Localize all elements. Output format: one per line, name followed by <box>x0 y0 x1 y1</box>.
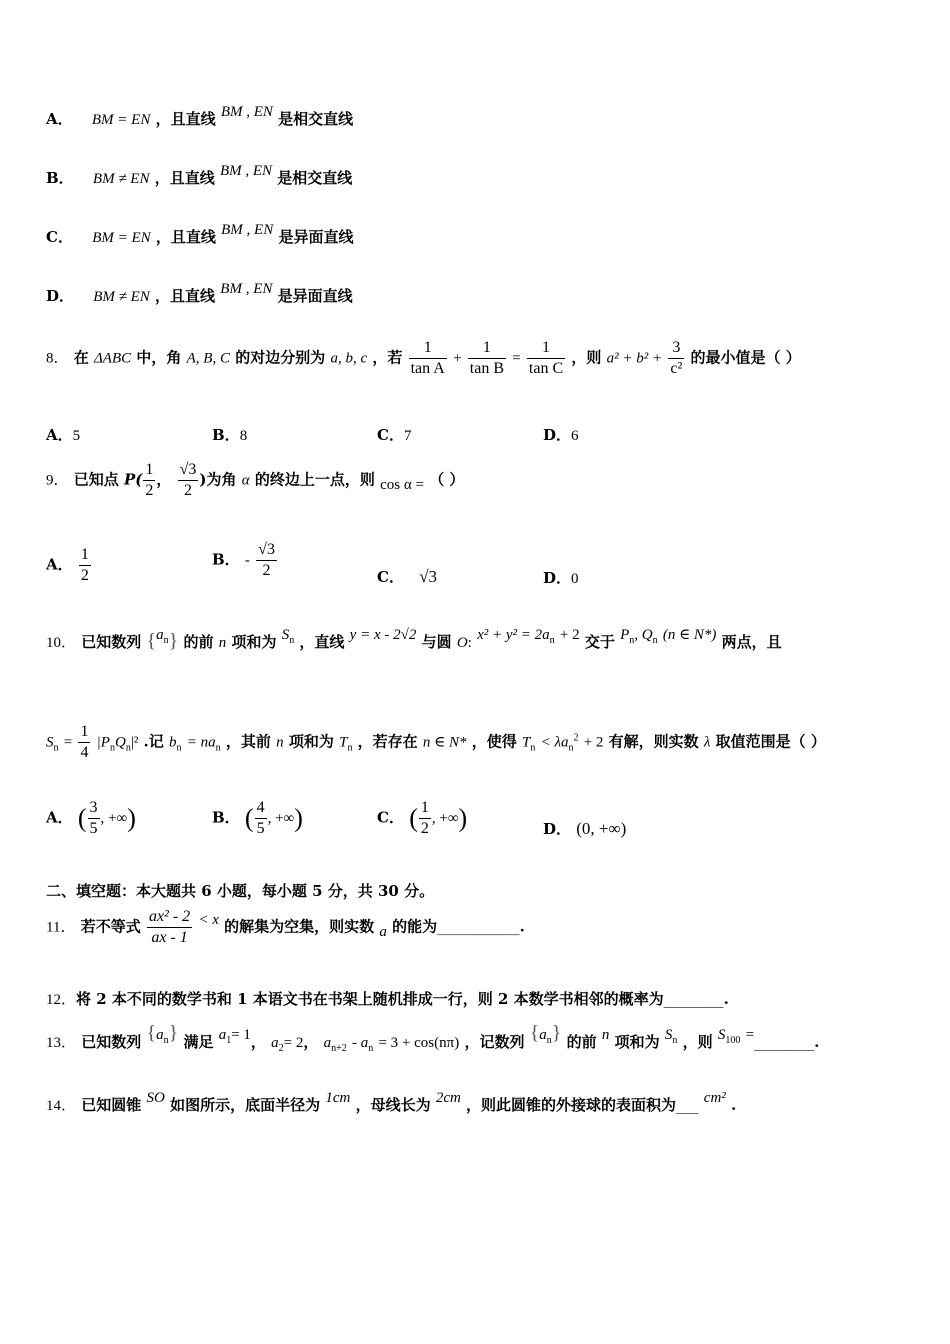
option-fraction <box>255 798 267 839</box>
q13-text: ，记数列 <box>464 1033 525 1051</box>
q8-option-c <box>377 424 411 445</box>
math-triangle: ΔABC <box>94 350 132 367</box>
question-number: 13． <box>46 1035 77 1051</box>
math-cos: cos α = <box>380 476 424 493</box>
q10-option-c <box>377 798 467 839</box>
option-value: 0 <box>571 571 579 587</box>
fraction-3-c2 <box>668 338 684 379</box>
math-sub: n <box>530 742 536 754</box>
option-value: (0, +∞) <box>576 819 627 838</box>
math-sub: 100 <box>725 1035 741 1046</box>
numerator: 1 <box>78 722 90 743</box>
q14-text: ，则此圆锥的外接球的表面积为 <box>466 1096 677 1114</box>
math-sub: n <box>652 635 658 646</box>
question-number: 14． <box>46 1098 77 1114</box>
q10-text: .记 <box>143 732 164 751</box>
math-ineq: < x <box>198 911 219 928</box>
q10-text: 与圆 <box>421 633 452 651</box>
question-14 <box>46 1090 737 1115</box>
question-10: 10． 已知数列 $\{a_n\}$ 的前 n 项和为 $S_n$ ，直线 y = x - 2√2 与圆 O: $x^2 + y^2 = 2a_n + 2$ 交于 $P_n$, $Q_n$ (n ∈ N*) 两点，且 <box>46 627 782 652</box>
paren-close: ) <box>294 803 303 833</box>
math-abs-square: |² <box>130 734 139 751</box>
q10-text: 项和为 <box>288 732 334 751</box>
q11-text: 若不等式 <box>80 917 141 936</box>
denominator: tan A <box>410 360 445 377</box>
q8-text: 的对边分别为 <box>235 348 326 367</box>
q7-option-b <box>46 163 353 188</box>
math-a1: a <box>218 1027 227 1043</box>
q8-option-a <box>46 424 80 445</box>
option-value: 5 <box>72 428 81 444</box>
q10-option-d <box>543 818 626 839</box>
denominator: 5 <box>89 820 98 837</box>
option-letter: C． <box>377 568 404 586</box>
answer-blank[interactable]: ___________ <box>437 917 520 936</box>
q8-option-d <box>543 424 579 445</box>
math-s: S <box>281 627 290 643</box>
math-sub: n <box>125 742 131 754</box>
option-letter: A． <box>46 555 73 574</box>
fraction-y <box>178 460 199 501</box>
q14-text: ，母线长为 <box>355 1096 431 1114</box>
option-letter: D． <box>543 569 572 587</box>
brace-close: } <box>551 1022 562 1044</box>
math-o: O <box>456 635 468 651</box>
paren-open: ( <box>77 803 87 833</box>
math-sub: n <box>289 635 295 646</box>
question-number: 8． <box>46 350 69 367</box>
math-pq: Q <box>114 734 126 751</box>
denominator: tan C <box>528 360 564 377</box>
math-equals: = <box>512 350 521 367</box>
math-b-eq: = na <box>186 734 216 751</box>
math-ineq: + 2 <box>583 734 604 751</box>
math-recurrence: - a <box>351 1035 369 1051</box>
math-alpha: α <box>241 472 250 489</box>
math-a2-value: = 2 <box>283 1035 304 1051</box>
math-seq: a <box>539 1027 547 1043</box>
math-sub: n <box>347 742 353 754</box>
q8-text: 的最小值是（ ） <box>690 348 801 367</box>
option-value: √3 <box>419 567 438 586</box>
option-letter: A． <box>46 110 73 128</box>
fraction-tan-a <box>409 338 447 379</box>
q13-text: 满足 <box>183 1033 214 1051</box>
math-s: S <box>46 734 54 751</box>
math-sub: n <box>568 742 574 754</box>
math-condition: n ∈ N* <box>422 734 467 751</box>
math-expression: a² + b² + <box>606 350 663 367</box>
math-equals: = <box>745 1027 755 1043</box>
fraction-tan-c <box>527 338 565 379</box>
q10-text: 取值范围是（ ） <box>715 732 826 751</box>
q11-text: 的解集为空集，则实数 <box>224 917 375 936</box>
option-text: ，且直线 <box>155 110 216 128</box>
option-letter: A． <box>46 426 73 444</box>
math-so: SO <box>146 1090 165 1106</box>
denominator: 4 <box>80 744 89 761</box>
q10-text: ，使得 <box>471 732 517 751</box>
math-lines: BM , EN <box>219 163 273 179</box>
option-letter: C． <box>377 426 404 444</box>
math-sub: n <box>549 635 555 646</box>
paren-open: ( <box>409 803 418 833</box>
q10-text: 交于 <box>584 633 615 651</box>
math-seq: a <box>156 627 164 643</box>
numerator: 1 <box>527 338 565 359</box>
q9-option-c <box>377 566 437 587</box>
math-slant: 2cm <box>435 1090 461 1106</box>
math-condition: (n ∈ N*) <box>662 627 717 643</box>
paren-close: ) <box>127 803 136 833</box>
option-fraction <box>419 798 431 839</box>
option-letter: A． <box>46 808 73 827</box>
math-minus: - <box>244 552 250 569</box>
option-value: 8 <box>239 428 248 444</box>
option-letter: B． <box>46 169 74 187</box>
option-text: 是相交直线 <box>277 169 353 187</box>
numerator: √3 <box>178 460 199 481</box>
q9-text: )为角 <box>199 470 237 489</box>
math-sub: n <box>53 742 59 754</box>
denominator: 5 <box>256 820 265 837</box>
math-circle-tail: + 2 <box>559 627 580 643</box>
q10-text: 两点，且 <box>721 633 782 651</box>
option-tail: , +∞ <box>267 810 295 827</box>
q10-text: ，其前 <box>225 732 271 751</box>
brace-close: } <box>168 630 179 652</box>
section-heading: 二、填空题：本大题共 6 小题，每小题 5 分，共 30 分。 <box>46 882 435 900</box>
q7-option-a <box>46 104 354 129</box>
answer-blank[interactable]: ___ <box>676 1096 699 1114</box>
answer-blank[interactable]: ________ <box>663 990 724 1008</box>
q7-option-c <box>46 222 354 247</box>
q9-option-b <box>212 540 278 581</box>
fraction-inequality <box>147 907 192 948</box>
q13-text: . <box>814 1033 820 1051</box>
option-letter: D． <box>543 426 572 444</box>
q9-option-a <box>46 545 92 586</box>
q11-text: 的能为 <box>392 917 438 936</box>
math-unit: cm² <box>703 1090 726 1106</box>
denominator: ax - 1 <box>151 929 188 946</box>
q8-text: 中，角 <box>136 348 182 367</box>
math-s100: S <box>717 1027 726 1043</box>
denominator: 2 <box>80 567 89 584</box>
math-a1-value: = 1 <box>231 1027 251 1043</box>
q8-text: ，若 <box>372 348 403 367</box>
numerator: 1 <box>419 798 431 819</box>
math-sub: n <box>163 635 169 646</box>
numerator: 3 <box>668 338 684 359</box>
math-recurrence: a <box>323 1035 332 1051</box>
fraction-x <box>143 460 155 501</box>
option-text: ，且直线 <box>155 287 216 305</box>
brace-open: { <box>529 1022 540 1044</box>
question-number: 11． <box>46 919 76 936</box>
denominator: 2 <box>184 482 193 499</box>
option-fraction <box>256 540 277 581</box>
paren-close: ) <box>458 803 468 833</box>
option-letter: C． <box>46 228 73 246</box>
math-lines: BM , EN <box>220 104 273 120</box>
denominator: c² <box>670 360 683 377</box>
q12-text: 将 2 本不同的数学书和 1 本语文书在书架上随机排成一行，则 2 本数学书相邻的概率为 <box>76 990 664 1008</box>
math-sides: a, b, c <box>330 350 368 367</box>
q14-text: 如图所示，底面半径为 <box>170 1096 321 1114</box>
math-ineq: < λa <box>540 734 569 751</box>
q9-text: ， <box>156 470 172 489</box>
q10-text: 有解，则实数 <box>608 732 699 751</box>
math-circle-eq: x² + y² = 2a <box>477 627 550 643</box>
question-number: 9． <box>46 472 69 489</box>
math-condition: BM = EN <box>92 230 151 246</box>
q8-option-b <box>212 424 247 445</box>
math-condition: BM = EN <box>91 112 151 128</box>
math-a: a <box>379 923 387 940</box>
brace-open: { <box>146 630 157 652</box>
option-text: ，且直线 <box>154 169 215 187</box>
math-seq: a <box>156 1027 164 1043</box>
q9-option-d <box>543 567 579 588</box>
math-n: n <box>601 1027 610 1043</box>
q9-text: （ ） <box>429 470 465 489</box>
q10-text: 已知数列 <box>81 633 142 651</box>
fraction-tan-b <box>468 338 506 379</box>
option-tail: , +∞ <box>431 810 459 827</box>
math-ineq: T <box>522 734 531 751</box>
option-letter: B． <box>212 808 240 827</box>
math-a2: a <box>271 1035 279 1051</box>
numerator: 1 <box>79 545 91 566</box>
q8-text: ，则 <box>571 348 602 367</box>
math-condition: BM ≠ EN <box>92 171 150 187</box>
option-letter: D． <box>543 820 572 838</box>
math-sub: n <box>629 635 635 646</box>
math-s: S <box>664 1027 673 1043</box>
q13-text: 项和为 <box>614 1033 660 1051</box>
numerator: 4 <box>255 798 267 819</box>
math-sub: n <box>109 742 115 754</box>
brace-close: } <box>168 1022 179 1044</box>
option-value: 6 <box>571 428 579 444</box>
option-letter: C． <box>377 808 404 827</box>
option-text: 是异面直线 <box>278 228 354 246</box>
math-n: n <box>276 734 284 751</box>
math-pq: |P <box>96 734 110 751</box>
numerator: 1 <box>468 338 506 359</box>
math-b: b <box>169 734 177 751</box>
math-lines: BM , EN <box>220 281 273 297</box>
math-q: , Q <box>634 627 653 643</box>
math-n: n <box>218 635 227 651</box>
math-recurrence-value: = 3 + cos(nπ) <box>378 1035 460 1051</box>
question-number: 10． <box>46 635 77 651</box>
q10-text: ，直线 <box>299 633 345 651</box>
q14-text: 已知圆锥 <box>81 1096 142 1114</box>
math-equals: = <box>63 734 73 751</box>
q9-text: 的终边上一点，则 <box>254 470 375 489</box>
q10-text: 的前 <box>183 633 214 651</box>
question-8 <box>46 338 801 379</box>
q10-option-b <box>212 798 303 839</box>
denominator: 2 <box>145 482 154 499</box>
paren-open: ( <box>244 803 254 833</box>
answer-blank[interactable]: ________ <box>754 1033 815 1051</box>
option-text: 是相交直线 <box>278 110 354 128</box>
numerator: √3 <box>256 540 277 561</box>
numerator: 1 <box>409 338 447 359</box>
math-lines: BM , EN <box>221 222 274 238</box>
numerator: 3 <box>88 798 100 819</box>
math-angles: A, B, C <box>186 350 230 367</box>
math-sub: n <box>215 742 221 754</box>
q13-text: 的前 <box>566 1033 597 1051</box>
q11-text: . <box>519 917 525 936</box>
math-point: P( <box>124 470 143 489</box>
math-t: T <box>339 734 348 751</box>
numerator: 1 <box>143 460 155 481</box>
option-value: 7 <box>403 428 412 444</box>
math-sub: n <box>176 742 182 754</box>
option-text: 是异面直线 <box>277 287 353 305</box>
question-12 <box>46 988 729 1009</box>
denominator: tan B <box>469 360 504 377</box>
option-letter: B． <box>212 426 240 444</box>
q10-text: 项和为 <box>231 633 277 651</box>
question-9 <box>46 460 464 501</box>
option-letter: D． <box>46 287 75 305</box>
fraction-quarter <box>78 722 90 763</box>
math-radius: 1cm <box>325 1090 351 1106</box>
math-lambda: λ <box>703 734 711 751</box>
denominator: 2 <box>420 820 429 837</box>
math-p: P <box>620 627 630 643</box>
q10-text: ，若存在 <box>357 732 418 751</box>
option-tail: , +∞ <box>100 810 128 827</box>
question-11 <box>46 907 525 948</box>
math-condition: BM ≠ EN <box>93 289 150 305</box>
option-text: ，且直线 <box>155 228 216 246</box>
question-10-line-2: $S_n$ = $\frac{1}{4}$ $|P_nQ_n|^2$ .记 $b_n = na_n$ ，其前 n 项和为 $T_n$ ，若存在 n ∈ N* ，使得 $T_n < \lambda a_n^2 + 2$ 有解，则实数 λ 取值范围是（ ） <box>46 723 826 761</box>
brace-open: { <box>146 1022 157 1044</box>
q12-text: . <box>723 990 729 1008</box>
numerator: ax² - 2 <box>147 907 192 928</box>
q7-option-d <box>46 281 353 306</box>
option-letter: B． <box>212 550 240 569</box>
q9-text: 已知点 <box>73 470 119 489</box>
q13-text: 已知数列 <box>81 1033 142 1051</box>
q13-text: ，则 <box>682 1033 713 1051</box>
q10-option-a <box>46 798 136 839</box>
denominator: 2 <box>262 562 271 579</box>
math-plus: + <box>453 350 462 367</box>
question-13: 13． 已知数列 $\{a_n\}$ 满足 $a_1= 1$， $a_2= 2$， $a_{n+2} - a_n = 3 + \cos(n\pi)$ ，记数列 $\{a_n\}$ 的前 n 项和为 $S_n$ ，则 $S_{100}$ =________. <box>46 1022 820 1054</box>
q8-text: 在 <box>73 348 89 367</box>
q14-text: . <box>731 1096 737 1114</box>
option-fraction <box>88 798 100 839</box>
option-fraction <box>79 545 91 586</box>
question-number: 12． <box>46 992 77 1008</box>
math-line-eq: y = x - 2√2 <box>349 627 417 643</box>
